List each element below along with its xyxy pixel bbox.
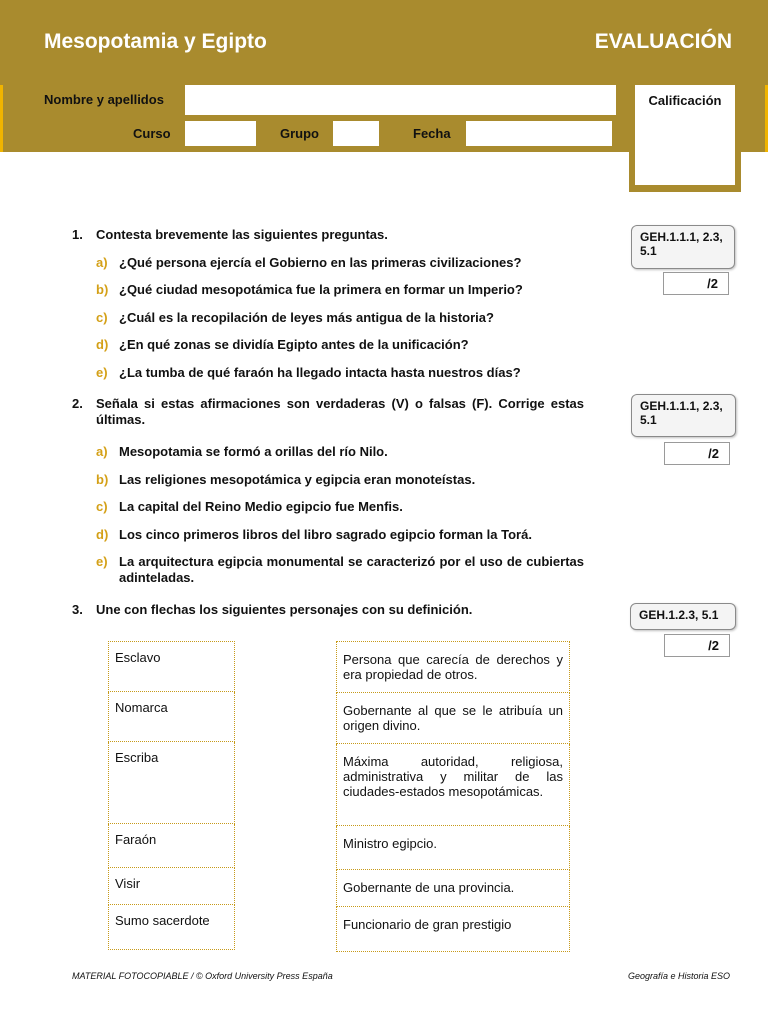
grade-label: Calificación (648, 93, 722, 108)
q1-item-e-letter: e) (96, 365, 108, 380)
q1-item-c-text: ¿Cuál es la recopilación de leyes más antigua de la historia? (119, 310, 494, 325)
course-field[interactable] (185, 121, 256, 146)
grade-box (629, 85, 741, 192)
date-field[interactable] (466, 121, 612, 146)
character-cell[interactable]: Escriba (109, 742, 235, 824)
group-label: Grupo (280, 126, 319, 141)
question-3-text: Une con flechas los siguientes personajes con su definición. (96, 602, 473, 617)
name-field[interactable] (185, 85, 616, 115)
definition-cell[interactable]: Gobernante al que se le atribuía un origen divino. (337, 693, 570, 744)
question-1-text: Contesta brevemente las siguientes preguntas. (96, 227, 388, 242)
q2-item-b-text: Las religiones mesopotámica y egipcia eran monoteístas. (119, 472, 476, 487)
q1-item-d-text: ¿En qué zonas se dividía Egipto antes de la unificación? (119, 337, 469, 352)
q1-item-a-text: ¿Qué persona ejercía el Gobierno en las primeras civilizaciones? (119, 255, 522, 270)
q2-item-b-letter: b) (96, 472, 109, 487)
definition-cell[interactable]: Ministro egipcio. (337, 826, 570, 870)
definitions-table (336, 641, 570, 952)
q2-item-d-text: Los cinco primeros libros del libro sagrado egipcio forman la Torá. (119, 527, 532, 542)
evaluation-badge: EVALUACIÓN (594, 30, 732, 53)
definition-cell[interactable]: Funcionario de gran prestigio (337, 907, 570, 952)
name-label: Nombre y apellidos (44, 92, 164, 107)
definition-cell[interactable]: Gobernante de una provincia. (337, 870, 570, 907)
question-3-criteria: GEH.1.2.3, 5.1 (630, 603, 736, 630)
q1-item-d-letter: d) (96, 337, 109, 352)
character-cell[interactable]: Sumo sacerdote (109, 905, 235, 950)
character-cell[interactable]: Esclavo (109, 642, 235, 692)
q2-item-a-text: Mesopotamia se formó a orillas del río Nilo. (119, 444, 388, 459)
question-2-score[interactable]: /2 (664, 442, 730, 465)
q1-item-e-text: ¿La tumba de qué faraón ha llegado intacta hasta nuestros días? (119, 365, 521, 380)
q2-item-c-letter: c) (96, 499, 108, 514)
q1-item-b-text: ¿Qué ciudad mesopotámica fue la primera en formar un Imperio? (119, 282, 523, 297)
date-label: Fecha (413, 126, 451, 141)
q2-item-e-text: La arquitectura egipcia monumental se caracterizó por el uso de cubiertas adinteladas. (119, 554, 584, 585)
q2-item-c-text: La capital del Reino Medio egipcio fue Menfis. (119, 499, 403, 514)
question-2-criteria: GEH.1.1.1, 2.3, 5.1 (631, 394, 736, 437)
character-cell[interactable]: Faraón (109, 824, 235, 868)
footer-subject: Geografía e Historia ESO (627, 971, 730, 981)
question-3-score[interactable]: /2 (664, 634, 730, 657)
q1-item-b-letter: b) (96, 282, 109, 297)
footer-copyright: MATERIAL FOTOCOPIABLE / © Oxford University Press España (72, 971, 333, 981)
grade-field[interactable] (635, 85, 735, 185)
q2-item-e-letter: e) (96, 554, 108, 569)
q2-item-d-letter: d) (96, 527, 109, 542)
character-cell[interactable]: Visir (109, 868, 235, 905)
question-2-number: 2. (72, 396, 83, 411)
question-3-number: 3. (72, 602, 83, 617)
header-accent-left (0, 85, 3, 152)
page-title: Mesopotamia y Egipto (44, 30, 267, 53)
definition-cell[interactable]: Persona que carecía de derechos y era propiedad de otros. (337, 642, 570, 693)
definition-cell[interactable]: Máxima autoridad, religiosa, administrativa y militar de las ciudades-estados mesopotámicas. (337, 744, 570, 826)
characters-table (108, 641, 235, 950)
q2-item-a-letter: a) (96, 444, 108, 459)
question-1-criteria: GEH.1.1.1, 2.3, 5.1 (631, 225, 735, 269)
question-1-score[interactable]: /2 (663, 272, 729, 295)
character-cell[interactable]: Nomarca (109, 692, 235, 742)
question-1-number: 1. (72, 227, 83, 242)
q1-item-a-letter: a) (96, 255, 108, 270)
question-2-text: Señala si estas afirmaciones son verdaderas (V) o falsas (F). Corrige estas últimas. (96, 396, 584, 427)
course-label: Curso (133, 126, 171, 141)
q1-item-c-letter: c) (96, 310, 108, 325)
group-field[interactable] (333, 121, 379, 146)
